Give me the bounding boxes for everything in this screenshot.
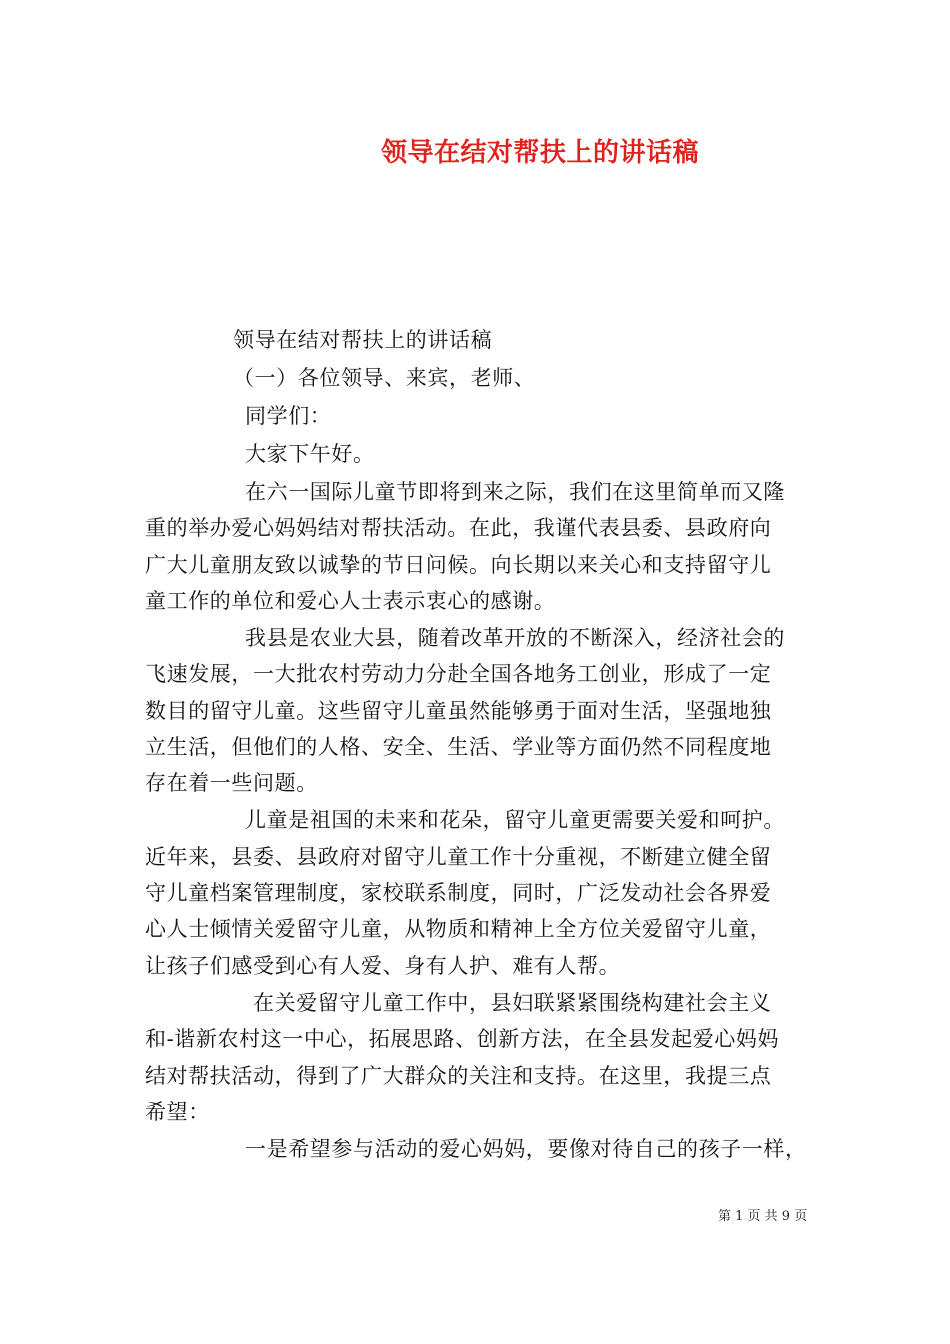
- body-line: 立生活，但他们的人格、安全、生活、学业等方面仍然不同程度地: [145, 735, 772, 759]
- document-title: 领导在结对帮扶上的讲话稿: [380, 138, 699, 168]
- body-line: 在关爱留守儿童工作中，县妇联紧紧围绕构建社会主义: [253, 991, 772, 1015]
- body-line: 存在着一些问题。: [145, 771, 318, 795]
- body-line-greeting: 大家下午好。: [245, 442, 375, 466]
- body-line: 重的举办爱心妈妈结对帮扶活动。在此，我谨代表县委、县政府向: [145, 516, 772, 540]
- body-line: 我县是农业大县，随着改革开放的不断深入，经济社会的: [245, 626, 785, 650]
- body-line: 一是希望参与活动的爱心妈妈，要像对待自己的孩子一样，: [245, 1137, 807, 1161]
- body-line: 儿童是祖国的未来和花朵，留守儿童更需要关爱和呵护。: [245, 808, 785, 832]
- body-line: 守儿童档案管理制度，家校联系制度，同时，广泛发动社会各界爱: [145, 881, 772, 905]
- body-line: 结对帮扶活动，得到了广大群众的关注和支持。在这里，我提三点: [145, 1064, 772, 1088]
- page-number: 第 1 页 共 9 页: [718, 1209, 808, 1224]
- body-line: 童工作的单位和爱心人士表示衷心的感谢。: [145, 589, 556, 613]
- body-line-salutation-2: 同学们：: [245, 404, 332, 428]
- body-line: 让孩子们感受到心有人爱、身有人护、难有人帮。: [145, 954, 621, 978]
- body-line: 和-谐新农村这一中心，拓展思路、创新方法，在全县发起爱心妈妈: [145, 1027, 780, 1051]
- body-line: 数目的留守儿童。这些留守儿童虽然能够勇于面对生活，坚强地独: [145, 699, 772, 723]
- body-line: 在六一国际儿童节即将到来之际，我们在这里简单而又隆: [245, 480, 785, 504]
- body-line-salutation: （一）各位领导、来宾，老师、: [233, 366, 536, 390]
- body-line: 广大儿童朋友致以诚挚的节日问候。向长期以来关心和支持留守儿: [145, 553, 772, 577]
- body-line: 希望：: [145, 1100, 210, 1124]
- body-line: 飞速发展，一大批农村劳动力分赴全国各地务工创业，形成了一定: [145, 662, 772, 686]
- body-line: 近年来，县委、县政府对留守儿童工作十分重视，不断建立健全留: [145, 845, 772, 869]
- body-line-heading: 领导在结对帮扶上的讲话稿: [233, 328, 493, 352]
- body-line: 心人士倾情关爱留守儿童，从物质和精神上全方位关爱留守儿童，: [145, 917, 772, 941]
